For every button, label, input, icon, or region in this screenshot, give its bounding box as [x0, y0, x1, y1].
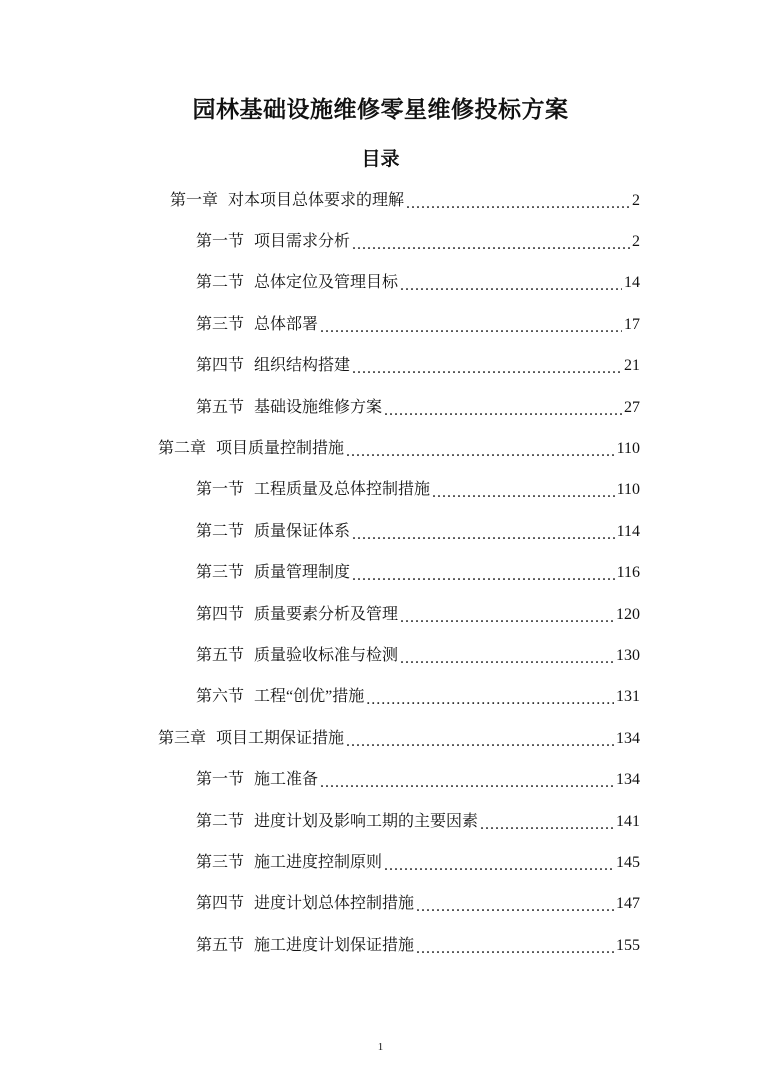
toc-entry-row	[196, 686, 761, 708]
toc-dot-leader	[320, 772, 614, 794]
toc-dot-leader	[352, 234, 630, 256]
toc-entry-number: 第一节	[196, 481, 245, 499]
toc-entry-number: 第三节	[196, 853, 245, 871]
toc-dot-leader	[346, 731, 614, 753]
toc-entry-title: 施工进度计划保证措施	[254, 936, 415, 954]
toc-dot-leader	[400, 607, 614, 629]
toc-entry-number: 第二节	[196, 274, 245, 292]
toc-entry-number: 第四节	[196, 895, 245, 913]
toc-entry-title: 施工准备	[254, 771, 319, 789]
toc-entry-row	[158, 728, 761, 750]
toc-dot-leader	[320, 317, 622, 339]
toc-section-entry[interactable]	[0, 304, 761, 345]
toc-section-entry[interactable]	[0, 925, 761, 966]
toc-entry-page: 131	[616, 688, 640, 706]
toc-entry-title: 施工进度控制原则	[254, 853, 383, 871]
toc-section-entry[interactable]	[0, 511, 761, 552]
toc-entry-title: 进度计划总体控制措施	[254, 895, 415, 913]
toc-chapter-entry[interactable]	[0, 180, 761, 221]
toc-entry-page: 134	[616, 771, 640, 789]
toc-entry-page: 14	[624, 274, 640, 292]
toc-entry-title: 进度计划及影响工期的主要因素	[254, 812, 479, 830]
toc-entry-number: 第五节	[196, 936, 245, 954]
toc-entry-number: 第六节	[196, 688, 245, 706]
toc-entry-row	[196, 935, 761, 957]
toc-entry-page: 155	[616, 936, 640, 954]
toc-entry-page: 120	[616, 605, 640, 623]
toc-entry-row	[196, 645, 761, 667]
toc-entry-number: 第四节	[196, 357, 245, 375]
toc-entry-row	[170, 190, 761, 212]
toc-entry-page: 141	[616, 812, 640, 830]
toc-chapter-entry[interactable]	[0, 428, 761, 469]
toc-entry-page: 2	[632, 191, 640, 209]
toc-dot-leader	[416, 938, 614, 960]
toc-dot-leader	[352, 358, 622, 380]
toc-dot-leader	[346, 441, 615, 463]
toc-entry-title: 对本项目总体要求的理解	[228, 191, 405, 209]
toc-entry-number: 第一节	[196, 771, 245, 789]
toc-section-entry[interactable]	[0, 677, 761, 718]
toc-entry-page: 145	[616, 853, 640, 871]
toc-entry-row	[196, 231, 761, 253]
toc-entry-row	[196, 811, 761, 833]
toc-section-entry[interactable]	[0, 635, 761, 676]
toc-entry-page: 21	[624, 357, 640, 375]
toc-dot-leader	[480, 814, 614, 836]
toc-entry-title: 项目工期保证措施	[216, 729, 345, 747]
page-number: 1	[377, 1041, 384, 1053]
toc-entry-row	[196, 479, 761, 501]
document-title: 园林基础设施维修零星维修投标方案	[192, 97, 569, 123]
toc-entry-page: 27	[624, 398, 640, 416]
toc-chapter-entry[interactable]	[0, 718, 761, 759]
toc-dot-leader	[432, 482, 615, 504]
toc-entry-row	[196, 604, 761, 626]
toc-entry-title: 组织结构搭建	[254, 357, 351, 375]
toc-entry-number: 第三章	[158, 729, 207, 747]
toc-entry-number: 第二章	[158, 440, 207, 458]
toc-entry-row	[196, 272, 761, 294]
toc-dot-leader	[352, 565, 615, 587]
toc-entry-page: 17	[624, 315, 640, 333]
toc-section-entry[interactable]	[0, 594, 761, 635]
toc-entry-number: 第三节	[196, 564, 245, 582]
toc-entry-number: 第二节	[196, 522, 245, 540]
toc-entry-title: 质量管理制度	[254, 564, 351, 582]
toc-entry-row	[196, 562, 761, 584]
toc-entry-title: 工程质量及总体控制措施	[254, 481, 431, 499]
toc-dot-leader	[406, 193, 630, 215]
toc-entry-number: 第四节	[196, 605, 245, 623]
toc-entry-row	[196, 893, 761, 915]
toc-entry-page: 2	[632, 233, 640, 251]
toc-section-entry[interactable]	[0, 759, 761, 800]
toc-entry-page: 130	[616, 646, 640, 664]
toc-section-entry[interactable]	[0, 842, 761, 883]
toc-entry-title: 工程“创优”措施	[254, 688, 365, 706]
toc-section-entry[interactable]	[0, 884, 761, 925]
toc-entry-number: 第五节	[196, 398, 245, 416]
toc-entry-row	[196, 521, 761, 543]
toc-entry-row	[196, 314, 761, 336]
toc-entry-number: 第一节	[196, 233, 245, 251]
toc-entry-page: 110	[616, 440, 640, 458]
toc-heading: 目录	[361, 148, 400, 170]
toc-entry-page: 134	[616, 729, 640, 747]
toc-entry-number: 第一章	[170, 191, 219, 209]
toc-entry-title: 总体部署	[254, 315, 319, 333]
toc-dot-leader	[400, 648, 614, 670]
toc-section-entry[interactable]	[0, 470, 761, 511]
toc-dot-leader	[384, 400, 622, 422]
toc-entry-title: 项目需求分析	[254, 233, 351, 251]
toc-entry-row	[196, 397, 761, 419]
toc-entry-title: 质量要素分析及管理	[254, 605, 399, 623]
toc-entry-page: 114	[616, 522, 640, 540]
toc-section-entry[interactable]	[0, 801, 761, 842]
toc-entry-number: 第三节	[196, 315, 245, 333]
toc-dot-leader	[400, 275, 622, 297]
toc-entry-page: 110	[616, 481, 640, 499]
toc-entry-title: 项目质量控制措施	[216, 440, 345, 458]
toc-entry-page: 147	[616, 895, 640, 913]
table-of-contents	[0, 180, 761, 966]
toc-section-entry[interactable]	[0, 387, 761, 428]
toc-entry-page: 116	[616, 564, 640, 582]
toc-dot-leader	[416, 896, 614, 918]
toc-entry-title: 质量保证体系	[254, 522, 351, 540]
toc-entry-row	[196, 355, 761, 377]
toc-entry-row	[196, 769, 761, 791]
toc-entry-title: 基础设施维修方案	[254, 398, 383, 416]
toc-dot-leader	[366, 689, 614, 711]
toc-section-entry[interactable]	[0, 263, 761, 304]
toc-entry-number: 第二节	[196, 812, 245, 830]
toc-dot-leader	[352, 524, 615, 546]
toc-section-entry[interactable]	[0, 346, 761, 387]
toc-section-entry[interactable]	[0, 553, 761, 594]
toc-dot-leader	[384, 855, 614, 877]
toc-entry-title: 总体定位及管理目标	[254, 274, 399, 292]
toc-entry-row	[158, 438, 761, 460]
toc-entry-row	[196, 852, 761, 874]
toc-entry-title: 质量验收标准与检测	[254, 646, 399, 664]
toc-entry-number: 第五节	[196, 646, 245, 664]
toc-section-entry[interactable]	[0, 221, 761, 262]
